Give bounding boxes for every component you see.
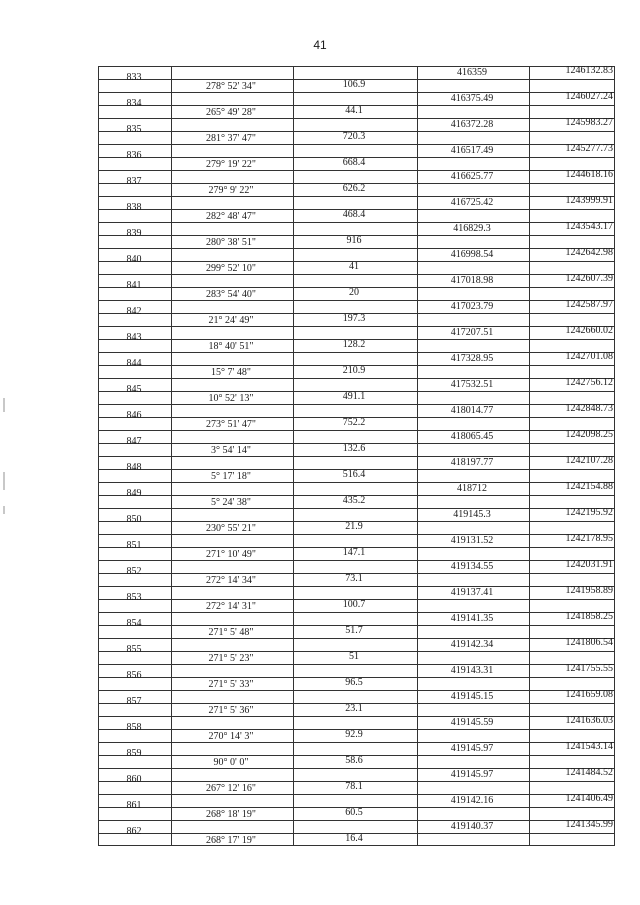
segment-distance: 516.4 xyxy=(342,469,366,480)
point-id: 844 xyxy=(126,358,142,369)
segment-distance: 468.4 xyxy=(342,209,366,220)
coordinate-x: 416725.42 xyxy=(450,197,494,208)
table-row xyxy=(99,456,615,482)
segment-distance: 78.1 xyxy=(345,781,363,792)
coordinate-x: 416625.77 xyxy=(450,171,494,182)
coordinate-y: 1242660.02 xyxy=(565,325,613,336)
table-row xyxy=(99,742,615,768)
coordinate-x: 416359 xyxy=(457,67,487,78)
segment-distance: 197.3 xyxy=(342,313,366,324)
coordinate-y: 1242642.98 xyxy=(565,247,613,258)
coordinate-y: 1246132.83 xyxy=(565,65,613,76)
coordinate-x: 419131.52 xyxy=(450,535,494,546)
coordinate-y: 1241659.08 xyxy=(565,689,613,700)
coordinate-x: 418197.77 xyxy=(450,457,494,468)
segment-distance: 51 xyxy=(349,651,359,662)
table-row xyxy=(99,170,615,196)
point-id: 840 xyxy=(126,254,142,265)
point-id: 850 xyxy=(126,514,142,525)
table-row xyxy=(99,560,615,586)
bearing-angle: 279° 9' 22" xyxy=(208,185,254,196)
table-row xyxy=(99,534,615,560)
coordinate-y: 1242607.39 xyxy=(565,273,613,284)
coordinate-y: 1243543.17 xyxy=(565,221,613,232)
table-row xyxy=(99,586,615,612)
coordinate-x: 419145.97 xyxy=(450,769,494,780)
point-id: 856 xyxy=(126,670,142,681)
bearing-angle: 272° 14' 34" xyxy=(206,575,256,586)
segment-distance: 23.1 xyxy=(345,703,363,714)
point-id: 841 xyxy=(126,280,142,291)
table-row xyxy=(99,664,615,690)
coordinate-x: 416375.49 xyxy=(450,93,494,104)
segment-distance: 132.6 xyxy=(342,443,366,454)
table-row xyxy=(99,274,615,300)
bearing-angle: 3° 54' 14" xyxy=(211,445,251,456)
segment-distance: 96.5 xyxy=(345,677,363,688)
bearing-angle: 271° 5' 33" xyxy=(208,679,254,690)
segment-distance: 720.3 xyxy=(342,131,366,142)
point-id: 833 xyxy=(126,72,142,83)
bearing-angle: 279° 19' 22" xyxy=(206,159,256,170)
coordinate-x: 417207.51 xyxy=(450,327,494,338)
bearing-angle: 90° 0' 0" xyxy=(213,757,249,768)
coordinate-y: 1241858.25 xyxy=(565,611,613,622)
table-row xyxy=(99,118,615,144)
point-id: 852 xyxy=(126,566,142,577)
point-id: 848 xyxy=(126,462,142,473)
coordinate-y: 1245277.73 xyxy=(565,143,613,154)
bearing-angle: 10° 52' 13" xyxy=(208,393,254,404)
coordinate-x: 416517.49 xyxy=(450,145,494,156)
coordinate-x: 416372.28 xyxy=(450,119,494,130)
segment-distance: 58.6 xyxy=(345,755,363,766)
table-row xyxy=(99,404,615,430)
point-id: 837 xyxy=(126,176,142,187)
page-number: 41 xyxy=(313,38,327,52)
coordinate-y: 1242756.12 xyxy=(565,377,613,388)
bearing-angle: 267° 12' 16" xyxy=(206,783,256,794)
bearing-angle: 268° 17' 19" xyxy=(206,835,256,846)
coordinate-y: 1244618.16 xyxy=(565,169,613,180)
point-id: 862 xyxy=(126,826,142,837)
segment-distance: 435.2 xyxy=(342,495,366,506)
table-row xyxy=(99,820,615,846)
coordinate-y: 1242195.92 xyxy=(565,507,613,518)
bearing-angle: 268° 18' 19" xyxy=(206,809,256,820)
point-id: 854 xyxy=(126,618,142,629)
segment-distance: 752.2 xyxy=(342,417,366,428)
table-row xyxy=(99,716,615,742)
table-row xyxy=(99,352,615,378)
segment-distance: 41 xyxy=(349,261,359,272)
table-row xyxy=(99,430,615,456)
point-id: 842 xyxy=(126,306,142,317)
coordinate-x: 417532.51 xyxy=(450,379,494,390)
coordinate-x: 417018.98 xyxy=(450,275,494,286)
segment-distance: 21.9 xyxy=(345,521,363,532)
segment-distance: 92.9 xyxy=(345,729,363,740)
coordinate-y: 1242154.88 xyxy=(565,481,613,492)
bearing-angle: 18° 40' 51" xyxy=(208,341,254,352)
coordinate-x: 419145.15 xyxy=(450,691,494,702)
bearing-angle: 271° 5' 48" xyxy=(208,627,254,638)
table-row xyxy=(99,66,615,92)
segment-distance: 626.2 xyxy=(342,183,366,194)
coordinate-x: 419134.55 xyxy=(450,561,494,572)
coordinate-x: 419140.37 xyxy=(450,821,494,832)
table-row xyxy=(99,248,615,274)
bearing-angle: 278° 52' 34" xyxy=(206,81,256,92)
bearing-angle: 281° 37' 47" xyxy=(206,133,256,144)
coordinate-x: 417023.79 xyxy=(450,301,494,312)
segment-distance: 106.9 xyxy=(342,79,366,90)
scan-artifact xyxy=(3,398,5,412)
point-id: 845 xyxy=(126,384,142,395)
coordinate-y: 1242848.73 xyxy=(565,403,613,414)
coordinate-y: 1242107.28 xyxy=(565,455,613,466)
survey-coordinates-table xyxy=(98,66,615,846)
table-row xyxy=(99,378,615,404)
table-row xyxy=(99,508,615,534)
point-id: 834 xyxy=(126,98,142,109)
bearing-angle: 21° 24' 49" xyxy=(208,315,254,326)
segment-distance: 916 xyxy=(346,235,362,246)
bearing-angle: 272° 14' 31" xyxy=(206,601,256,612)
coordinate-x: 419145.3 xyxy=(453,509,491,520)
segment-distance: 100.7 xyxy=(342,599,366,610)
point-id: 836 xyxy=(126,150,142,161)
coordinate-y: 1242587.97 xyxy=(565,299,613,310)
point-id: 835 xyxy=(126,124,142,135)
point-id: 859 xyxy=(126,748,142,759)
bearing-angle: 265° 49' 28" xyxy=(206,107,256,118)
coordinate-y: 1241406.49 xyxy=(565,793,613,804)
bearing-angle: 270° 14' 3" xyxy=(208,731,254,742)
table-row xyxy=(99,612,615,638)
point-id: 860 xyxy=(126,774,142,785)
segment-distance: 20 xyxy=(349,287,359,298)
segment-distance: 73.1 xyxy=(345,573,363,584)
table-row xyxy=(99,768,615,794)
point-id: 857 xyxy=(126,696,142,707)
bearing-angle: 15° 7' 48" xyxy=(211,367,251,378)
table-row xyxy=(99,482,615,508)
point-id: 858 xyxy=(126,722,142,733)
point-id: 849 xyxy=(126,488,142,499)
bearing-angle: 230° 55' 21" xyxy=(206,523,256,534)
coordinate-x: 419137.41 xyxy=(450,587,494,598)
coordinate-y: 1241636.03 xyxy=(565,715,613,726)
bearing-angle: 282° 48' 47" xyxy=(206,211,256,222)
coordinate-x: 417328.95 xyxy=(450,353,494,364)
table-row xyxy=(99,300,615,326)
point-id: 839 xyxy=(126,228,142,239)
bearing-angle: 283° 54' 40" xyxy=(206,289,256,300)
point-id: 853 xyxy=(126,592,142,603)
segment-distance: 210.9 xyxy=(342,365,366,376)
segment-distance: 147.1 xyxy=(342,547,366,558)
bearing-angle: 271° 5' 23" xyxy=(208,653,254,664)
coordinate-y: 1243999.91 xyxy=(565,195,613,206)
coordinate-y: 1241345.99 xyxy=(565,819,613,830)
coordinate-y: 1242098.25 xyxy=(565,429,613,440)
coordinate-x: 419145.59 xyxy=(450,717,494,728)
coordinate-y: 1242031.91 xyxy=(565,559,613,570)
table-row xyxy=(99,326,615,352)
coordinate-x: 419142.34 xyxy=(450,639,494,650)
bearing-angle: 5° 17' 18" xyxy=(211,471,251,482)
bearing-angle: 299° 52' 10" xyxy=(206,263,256,274)
coordinate-x: 418712 xyxy=(457,483,487,494)
table-row xyxy=(99,690,615,716)
segment-distance: 491.1 xyxy=(342,391,366,402)
coordinate-y: 1241755.55 xyxy=(565,663,613,674)
table-row xyxy=(99,794,615,820)
segment-distance: 128.2 xyxy=(342,339,366,350)
table-row xyxy=(99,92,615,118)
coordinate-y: 1245983.27 xyxy=(565,117,613,128)
coordinate-y: 1241484.52 xyxy=(565,767,613,778)
point-id: 851 xyxy=(126,540,142,551)
coordinate-x: 418065.45 xyxy=(450,431,494,442)
scan-artifact xyxy=(3,506,5,514)
point-id: 847 xyxy=(126,436,142,447)
coordinate-x: 419142.16 xyxy=(450,795,494,806)
segment-distance: 44.1 xyxy=(345,105,363,116)
table-row xyxy=(99,222,615,248)
coordinate-y: 1241543.14 xyxy=(565,741,613,752)
coordinate-x: 416829.3 xyxy=(453,223,491,234)
coordinate-x: 419143.31 xyxy=(450,665,494,676)
table-row xyxy=(99,638,615,664)
bearing-angle: 273° 51' 47" xyxy=(206,419,256,430)
table-row xyxy=(99,196,615,222)
coordinate-y: 1242701.08 xyxy=(565,351,613,362)
segment-distance: 668.4 xyxy=(342,157,366,168)
point-id: 838 xyxy=(126,202,142,213)
coordinate-y: 1241958.89 xyxy=(565,585,613,596)
bearing-angle: 271° 5' 36" xyxy=(208,705,254,716)
segment-distance: 51.7 xyxy=(345,625,363,636)
coordinate-y: 1241806.54 xyxy=(565,637,613,648)
bearing-angle: 5° 24' 38" xyxy=(211,497,251,508)
point-id: 861 xyxy=(126,800,142,811)
point-id: 855 xyxy=(126,644,142,655)
bearing-angle: 280° 38' 51" xyxy=(206,237,256,248)
segment-distance: 16.4 xyxy=(345,833,363,844)
bearing-angle: 271° 10' 49" xyxy=(206,549,256,560)
point-id: 846 xyxy=(126,410,142,421)
scan-artifact xyxy=(3,472,5,490)
coordinate-x: 416998.54 xyxy=(450,249,494,260)
table-row xyxy=(99,144,615,170)
point-id: 843 xyxy=(126,332,142,343)
coordinate-y: 1242178.95 xyxy=(565,533,613,544)
coordinate-y: 1246027.24 xyxy=(565,91,613,102)
segment-distance: 60.5 xyxy=(345,807,363,818)
coordinate-x: 419145.97 xyxy=(450,743,494,754)
coordinate-x: 419141.35 xyxy=(450,613,494,624)
coordinate-x: 418014.77 xyxy=(450,405,494,416)
